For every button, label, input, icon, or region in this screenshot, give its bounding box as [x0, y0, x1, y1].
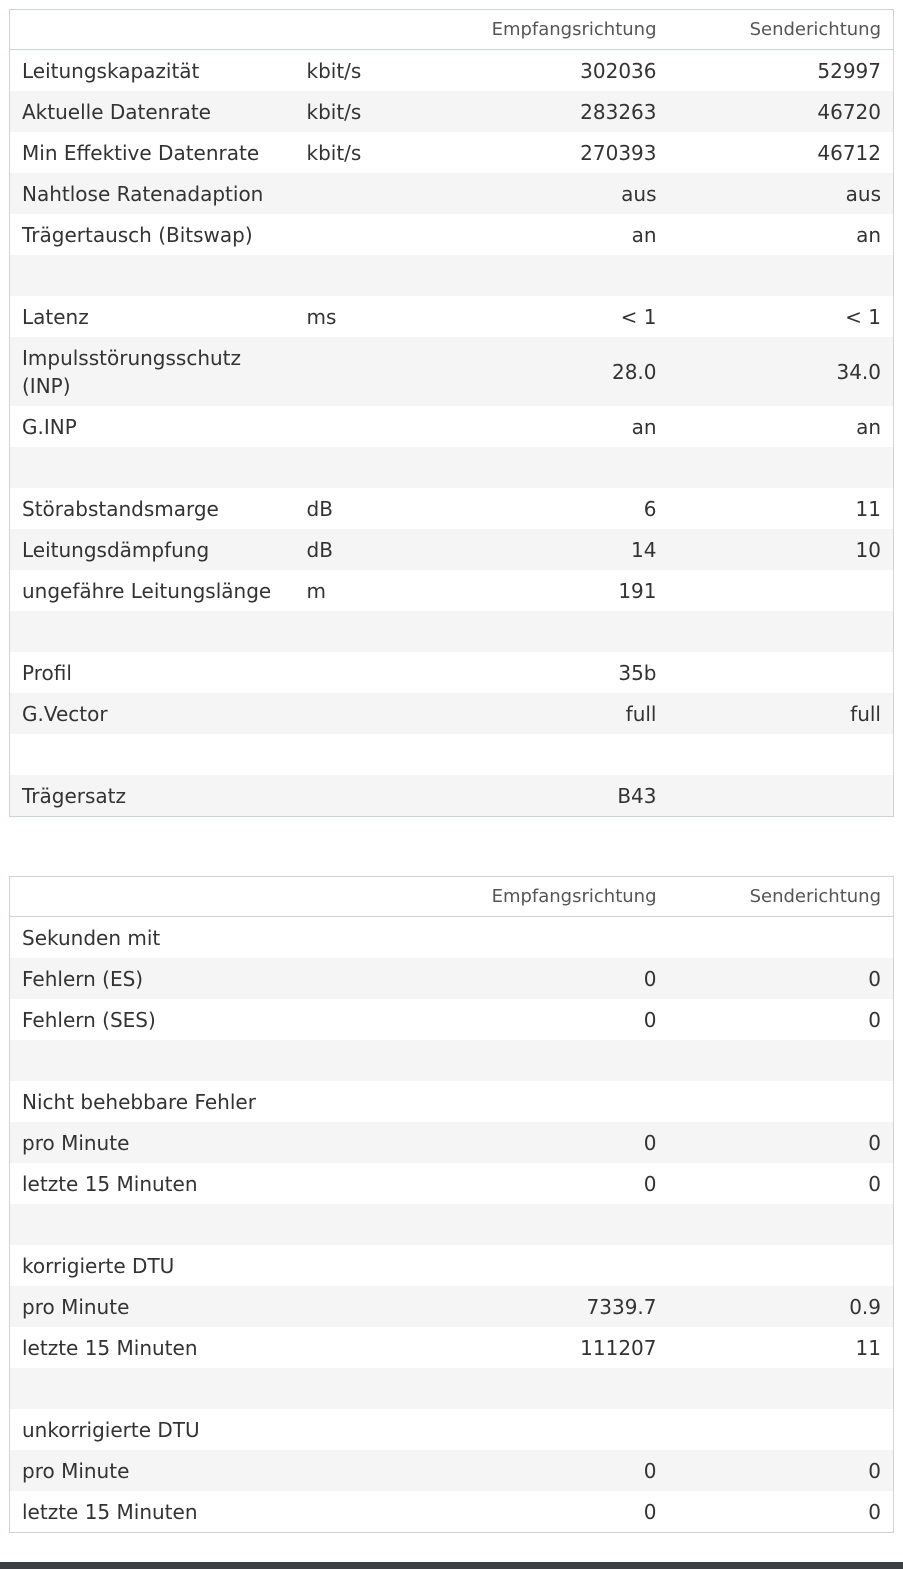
row-downstream: 270393	[415, 132, 669, 173]
row-label: Nicht behebbare Fehler	[10, 1081, 295, 1122]
header-label	[10, 10, 295, 50]
row-upstream: 11	[669, 1327, 894, 1368]
row-label: Störabstandsmarge	[10, 488, 295, 529]
row-label: Impulsstörungsschutz (INP)	[10, 337, 295, 406]
table-row	[10, 1163, 894, 1204]
row-unit: dB	[295, 529, 415, 570]
row-label	[10, 447, 295, 488]
row-downstream: B43	[415, 775, 669, 817]
row-upstream	[669, 1081, 894, 1122]
row-unit: kbit/s	[295, 91, 415, 132]
header-upstream: Senderichtung	[669, 877, 894, 917]
spacer-row	[10, 734, 894, 775]
row-downstream: 6	[415, 488, 669, 529]
row-downstream: an	[415, 406, 669, 447]
row-unit	[295, 917, 415, 959]
row-upstream: 0	[669, 958, 894, 999]
table-row	[10, 406, 894, 447]
row-label: unkorrigierte DTU	[10, 1409, 295, 1450]
row-label: G.Vector	[10, 693, 295, 734]
row-unit	[295, 1040, 415, 1081]
row-label: Trägersatz	[10, 775, 295, 817]
row-label: Min Effektive Datenrate	[10, 132, 295, 173]
row-label: pro Minute	[10, 1450, 295, 1491]
header-unit	[295, 10, 415, 50]
spacer-row	[10, 1368, 894, 1409]
row-label: Fehlern (ES)	[10, 958, 295, 999]
row-unit	[295, 958, 415, 999]
row-upstream	[669, 1040, 894, 1081]
header-upstream: Senderichtung	[669, 10, 894, 50]
row-upstream	[669, 447, 894, 488]
row-downstream	[415, 1081, 669, 1122]
row-label: Fehlern (SES)	[10, 999, 295, 1040]
row-downstream: 7339.7	[415, 1286, 669, 1327]
row-downstream: 14	[415, 529, 669, 570]
table-row	[10, 1245, 894, 1286]
row-unit	[295, 1409, 415, 1450]
row-upstream: 0.9	[669, 1286, 894, 1327]
row-downstream	[415, 1409, 669, 1450]
table-row	[10, 132, 894, 173]
row-unit	[295, 775, 415, 817]
row-downstream	[415, 1204, 669, 1245]
table-row	[10, 775, 894, 817]
spacer-row	[10, 255, 894, 296]
row-upstream: 46720	[669, 91, 894, 132]
row-downstream	[415, 734, 669, 775]
table-row	[10, 1286, 894, 1327]
row-unit	[295, 214, 415, 255]
row-downstream: full	[415, 693, 669, 734]
row-upstream: 0	[669, 1491, 894, 1533]
row-downstream: 0	[415, 999, 669, 1040]
row-label: letzte 15 Minuten	[10, 1491, 295, 1533]
row-upstream: 0	[669, 1122, 894, 1163]
row-downstream: aus	[415, 173, 669, 214]
row-label: Leitungsdämpfung	[10, 529, 295, 570]
row-unit	[295, 1204, 415, 1245]
row-unit	[295, 173, 415, 214]
table-row	[10, 1491, 894, 1533]
row-unit: dB	[295, 488, 415, 529]
row-upstream: 0	[669, 1450, 894, 1491]
row-label	[10, 734, 295, 775]
table-row	[10, 1409, 894, 1450]
row-upstream	[669, 652, 894, 693]
row-unit	[295, 1245, 415, 1286]
row-downstream	[415, 917, 669, 959]
table-row	[10, 999, 894, 1040]
table-row	[10, 50, 894, 92]
row-unit	[295, 1327, 415, 1368]
row-label	[10, 1368, 295, 1409]
line-parameters-table	[9, 9, 894, 817]
row-upstream: 11	[669, 488, 894, 529]
row-unit	[295, 1163, 415, 1204]
spacer-row	[10, 611, 894, 652]
row-unit	[295, 255, 415, 296]
table-row	[10, 1450, 894, 1491]
row-unit	[295, 734, 415, 775]
row-unit	[295, 999, 415, 1040]
table-row	[10, 1081, 894, 1122]
row-downstream	[415, 1245, 669, 1286]
row-upstream	[669, 1204, 894, 1245]
row-label: korrigierte DTU	[10, 1245, 295, 1286]
row-label: G.INP	[10, 406, 295, 447]
row-upstream: an	[669, 214, 894, 255]
table-header-row	[10, 877, 894, 917]
row-downstream: 283263	[415, 91, 669, 132]
error-statistics-table	[9, 876, 894, 1533]
row-upstream: 10	[669, 529, 894, 570]
spacer-row	[10, 447, 894, 488]
row-downstream: 302036	[415, 50, 669, 92]
row-downstream: an	[415, 214, 669, 255]
row-unit	[295, 1491, 415, 1533]
row-unit	[295, 447, 415, 488]
table-row	[10, 488, 894, 529]
row-downstream: < 1	[415, 296, 669, 337]
row-label: Leitungskapazität	[10, 50, 295, 92]
row-upstream: 34.0	[669, 337, 894, 406]
row-downstream	[415, 447, 669, 488]
row-upstream: full	[669, 693, 894, 734]
row-downstream: 111207	[415, 1327, 669, 1368]
table-header-row	[10, 10, 894, 50]
table-row	[10, 917, 894, 959]
row-downstream	[415, 1040, 669, 1081]
table-row	[10, 1327, 894, 1368]
table-row	[10, 214, 894, 255]
table-row	[10, 693, 894, 734]
row-label	[10, 611, 295, 652]
row-downstream: 0	[415, 1122, 669, 1163]
row-upstream: aus	[669, 173, 894, 214]
row-unit	[295, 406, 415, 447]
row-upstream	[669, 734, 894, 775]
row-downstream: 0	[415, 1163, 669, 1204]
row-label: letzte 15 Minuten	[10, 1163, 295, 1204]
row-label	[10, 255, 295, 296]
row-downstream: 28.0	[415, 337, 669, 406]
row-label: Nahtlose Ratenadaption	[10, 173, 295, 214]
table-row	[10, 1122, 894, 1163]
row-unit	[295, 1122, 415, 1163]
row-unit	[295, 611, 415, 652]
row-unit	[295, 693, 415, 734]
table-row	[10, 958, 894, 999]
table-row	[10, 173, 894, 214]
table-row	[10, 91, 894, 132]
spacer-row	[10, 1204, 894, 1245]
row-label: letzte 15 Minuten	[10, 1327, 295, 1368]
row-upstream	[669, 1409, 894, 1450]
row-upstream: 0	[669, 999, 894, 1040]
row-downstream	[415, 255, 669, 296]
row-label	[10, 1204, 295, 1245]
row-downstream	[415, 611, 669, 652]
row-label: pro Minute	[10, 1122, 295, 1163]
footer-bar	[0, 1562, 903, 1569]
row-downstream: 191	[415, 570, 669, 611]
row-downstream: 0	[415, 958, 669, 999]
row-downstream	[415, 1368, 669, 1409]
row-upstream: 46712	[669, 132, 894, 173]
row-upstream	[669, 917, 894, 959]
row-label: ungefähre Leitungslänge	[10, 570, 295, 611]
row-unit	[295, 1286, 415, 1327]
row-upstream: 0	[669, 1163, 894, 1204]
row-upstream	[669, 1368, 894, 1409]
row-unit	[295, 652, 415, 693]
row-unit	[295, 1368, 415, 1409]
spacer-row	[10, 1040, 894, 1081]
row-upstream: < 1	[669, 296, 894, 337]
row-downstream: 35b	[415, 652, 669, 693]
row-unit: kbit/s	[295, 132, 415, 173]
table-row	[10, 337, 894, 406]
row-downstream: 0	[415, 1491, 669, 1533]
row-label: Latenz	[10, 296, 295, 337]
row-upstream: 52997	[669, 50, 894, 92]
row-upstream	[669, 1245, 894, 1286]
row-label: Profil	[10, 652, 295, 693]
row-label: Aktuelle Datenrate	[10, 91, 295, 132]
row-unit: kbit/s	[295, 50, 415, 92]
table-row	[10, 296, 894, 337]
row-unit	[295, 1450, 415, 1491]
row-unit: ms	[295, 296, 415, 337]
row-downstream: 0	[415, 1450, 669, 1491]
header-downstream: Empfangsrichtung	[415, 877, 669, 917]
row-label: Sekunden mit	[10, 917, 295, 959]
row-upstream	[669, 611, 894, 652]
row-upstream: an	[669, 406, 894, 447]
row-upstream	[669, 775, 894, 817]
header-label	[10, 877, 295, 917]
table-row	[10, 570, 894, 611]
row-label: pro Minute	[10, 1286, 295, 1327]
row-label	[10, 1040, 295, 1081]
row-unit	[295, 1081, 415, 1122]
row-label: Trägertausch (Bitswap)	[10, 214, 295, 255]
table-row	[10, 529, 894, 570]
header-unit	[295, 877, 415, 917]
table-row	[10, 652, 894, 693]
row-upstream	[669, 570, 894, 611]
row-unit: m	[295, 570, 415, 611]
header-downstream: Empfangsrichtung	[415, 10, 669, 50]
row-unit	[295, 337, 415, 406]
row-upstream	[669, 255, 894, 296]
